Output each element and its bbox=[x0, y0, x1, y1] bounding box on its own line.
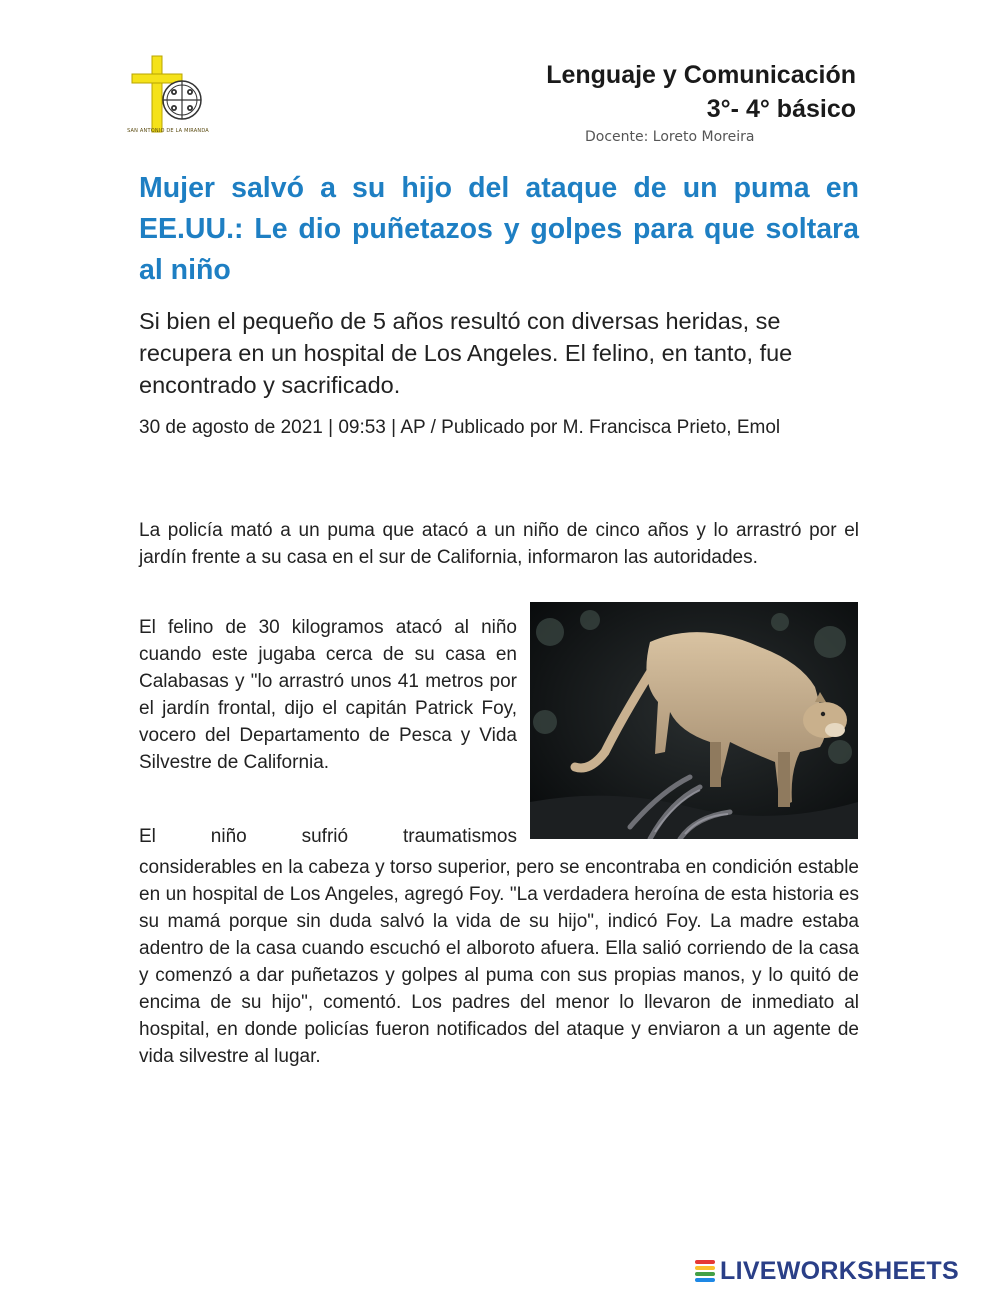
teacher-label: Docente: Loreto Moreira bbox=[585, 129, 755, 145]
brand-name: LIVEWORKSHEETS bbox=[720, 1256, 959, 1285]
article-paragraph: El niño sufrió traumatismos bbox=[139, 826, 517, 847]
school-caption: SAN ANTONIO DE LA MIRANDA bbox=[127, 128, 209, 134]
article-paragraph: considerables en la cabeza y torso superior, pero se encontraba en condición estable en un hospital de Los Angeles, agregó Foy. "La verdadera heroína de esta historia es su mamá porque sin duda salvó la vida de su hijo", indicó Foy. La madre estaba adentro de la casa cuando escuchó el alboroto afuera. Ella salió corriendo de la casa y comenzó a dar puñetazos y golpes al puma con sus propias manos, y lo quitó de encima de su hijo", comentó. Los padres del menor lo llevaron de inmediato al hospital, en donde policías fueron notificados del ataque y enviaron a un agente de vida silvestre al lugar. bbox=[139, 857, 859, 1067]
article-paragraph: La policía mató a un puma que atacó a un niño de cinco años y lo arrastró por el jardín frente a su casa en el sur de California, informaron las autoridades. bbox=[139, 520, 859, 568]
article-byline: 30 de agosto de 2021 | 09:53 | AP / Publicado por M. Francisca Prieto, Emol bbox=[139, 417, 781, 438]
subject-title: Lenguaje y Comunicación bbox=[546, 61, 856, 89]
article-lead: Si bien el pequeño de 5 años resultó con diversas heridas, se recupera en un hospital de Los Angeles. El felino, en tanto, fue encontrado y sacrificado. bbox=[139, 308, 793, 398]
school-logo bbox=[128, 54, 212, 138]
grade-label: 3°- 4° básico bbox=[706, 95, 856, 123]
puma-photo bbox=[530, 602, 858, 839]
liveworksheets-logo-icon bbox=[695, 1259, 715, 1283]
liveworksheets-brand[interactable] bbox=[695, 1256, 959, 1286]
article-paragraph: El felino de 30 kilogramos atacó al niño cuando este jugaba cerca de su casa en Calabasas y "lo arrastró unos 41 metros por el jardín frontal, dijo el capitán Patrick Foy, vocero del Departamento de Pesca y Vida Silvestre de California. bbox=[139, 617, 517, 773]
article-headline: Mujer salvó a su hijo del ataque de un puma en EE.UU.: Le dio puñetazos y golpes para que soltara al niño bbox=[139, 172, 859, 286]
emblem-icon bbox=[163, 81, 201, 119]
subject-header bbox=[546, 58, 856, 126]
